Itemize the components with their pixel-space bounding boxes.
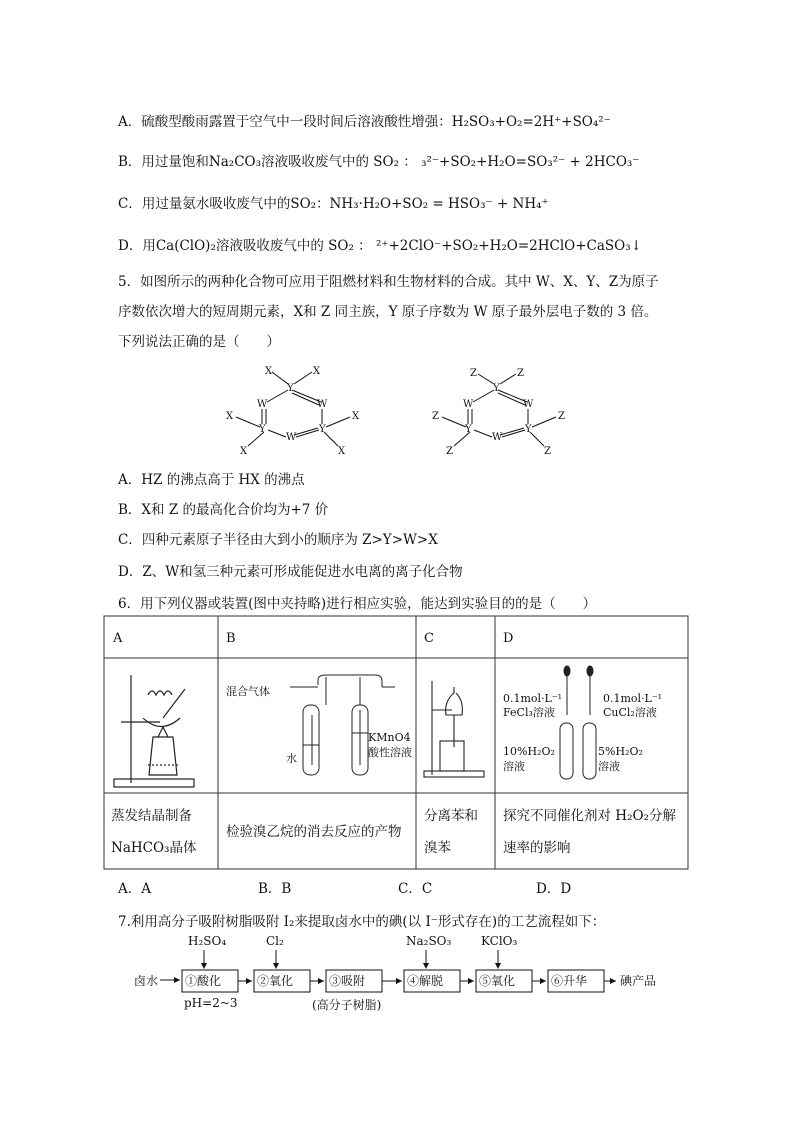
flow-step-5: ⑤氧化 [479, 974, 516, 988]
reagent-cl2: Cl₂ [266, 934, 284, 948]
label-mixed-gas: 混合气体 [226, 685, 270, 698]
q6-stem: 6．用下列仪器或装置(图中夹持略)进行相应实验，能达到实验目的的是（ ） [118, 596, 597, 612]
flow-note-ph: pH=2~3 [184, 996, 238, 1010]
atom-label: X [338, 446, 346, 457]
flow-start: 卤水 [134, 974, 159, 988]
q5-stem-line2: 序数依次增大的短周期元素，X和 Z 同主族，Y 原子序数为 W 原子最外层电子数的 3 倍。 [118, 304, 658, 320]
atom-label: W [317, 399, 328, 410]
apparatus-b [290, 675, 395, 775]
desc-c-line2: 溴苯 [424, 840, 451, 856]
desc-a-line1: 蒸发结晶制备 [111, 808, 192, 824]
atom-label: Y [287, 383, 294, 394]
atom-label: Z [470, 368, 477, 379]
flow-step-6: ⑥升华 [551, 974, 588, 988]
reagent-h2so4: H₂SO₄ [188, 934, 227, 948]
atom-label: Z [517, 368, 524, 379]
q5-stem-line1: 5．如图所示的两种化合物可应用于阻燃材料和生物材料的合成。其中 W、X、Y、Z为原子 [118, 274, 659, 290]
table-header-c: C [424, 631, 434, 646]
apparatus-a [114, 675, 194, 787]
atom-label: X [313, 366, 321, 377]
atom-label: X [240, 446, 248, 457]
q7-stem: 7.利用高分子吸附树脂吸附 I₂来提取卤水中的碘(以 I⁻形式存在)的工艺流程如下： [118, 914, 606, 930]
table-header-d: D [503, 631, 514, 646]
label-solution-1: 溶液 [503, 760, 525, 773]
atom-label: Z [544, 446, 551, 457]
reagent-kclo3: KClO₃ [481, 934, 518, 948]
label-fecl3: FeCl₃溶液 [503, 706, 555, 719]
atom-label: Z [558, 411, 565, 422]
q5-option-b: B．X和 Z 的最高化合价均为+7 价 [118, 502, 329, 518]
q6-answer-c: C．C [398, 881, 433, 897]
flow-step-3: ③吸附 [329, 974, 366, 988]
apparatus-c [424, 681, 484, 777]
flow-note-resin: (高分子树脂) [312, 998, 382, 1012]
q7-flowchart [0, 928, 794, 1018]
atom-label: W [463, 399, 474, 410]
label-solution-2: 溶液 [598, 760, 620, 773]
atom-label: X [265, 366, 273, 377]
desc-b: 检验溴乙烷的消去反应的产物 [226, 824, 402, 840]
label-water: 水 [286, 752, 297, 765]
q6-answer-d: D．D [536, 881, 572, 897]
q5-stem-line3: 下列说法正确的是（ ） [118, 334, 280, 350]
reagent-na2so3: Na₂SO₃ [406, 934, 452, 948]
flow-end: 碘产品 [620, 974, 657, 988]
atom-label: W [257, 399, 268, 410]
desc-a-line2: NaHCO₃晶体 [111, 840, 197, 856]
atom-label: W [492, 432, 503, 443]
atom-label: Y [525, 424, 532, 435]
desc-d-line1: 探究不同催化剂对 H₂O₂分解 [503, 808, 676, 824]
atom-label: W [286, 432, 297, 443]
q4-option-c: C．用过量氨水吸收废气中的SO₂：NH₃·H₂O+SO₂ = HSO₃⁻ + NH₄⁺ [118, 196, 549, 212]
table-header-a: A [113, 631, 123, 646]
atom-label: Y [259, 424, 266, 435]
q6-answer-a: A．A [118, 881, 151, 897]
q5-option-d: D．Z、W和氢三种元素可形成能促进水电离的离子化合物 [118, 564, 463, 580]
table-header-b: B [226, 631, 236, 646]
q6-answer-b: B．B [258, 881, 292, 897]
atom-label: Z [446, 446, 453, 457]
q5-option-c: C．四种元素原子半径由大到小的顺序为 Z>Y>W>X [118, 532, 438, 548]
label-h2o2-5: 5%H₂O₂ [598, 745, 643, 758]
q4-option-a: A．硫酸型酸雨露置于空气中一段时间后溶液酸性增强：H₂SO₃+O₂=2H⁺+SO₄²⁻ [118, 114, 611, 130]
flow-step-1: ①酸化 [185, 974, 222, 988]
label-cucl2: CuCl₂溶液 [603, 706, 657, 719]
atom-label: X [352, 411, 360, 422]
q4-option-d: D．用Ca(ClO)₂溶液吸收废气中的 SO₂ ： ²⁺+2ClO⁻+SO₂+H₂O=2HClO+CaSO₃↓ [118, 238, 642, 254]
label-h2o2-10: 10%H₂O₂ [503, 745, 555, 758]
flow-step-4: ④解脱 [407, 974, 444, 988]
q5-option-a: A．HZ 的沸点高于 HX 的沸点 [118, 472, 305, 488]
desc-d-line2: 速率的影响 [503, 840, 571, 856]
apparatus-d [560, 666, 596, 779]
desc-c-line1: 分离苯和 [424, 808, 478, 824]
atom-label: Z [432, 411, 439, 422]
label-conc-2: 0.1mol·L⁻¹ [603, 692, 663, 705]
q4-option-b: B．用过量饱和Na₂CO₃溶液吸收废气中的 SO₂ ： ₃²⁻+SO₂+H₂O=SO₃²⁻ + 2HCO₃⁻ [118, 154, 640, 170]
atom-label: Y [493, 383, 500, 394]
flow-step-2: ②氧化 [257, 974, 294, 988]
atom-label: X [226, 411, 234, 422]
label-conc-1: 0.1mol·L⁻¹ [503, 692, 563, 705]
q5-structure-diagram [0, 362, 794, 457]
atom-label: Y [465, 424, 472, 435]
label-acid-solution: 酸性溶液 [368, 746, 412, 759]
atom-label: W [523, 399, 534, 410]
label-kmno4: KMnO4 [368, 731, 411, 744]
atom-label: Y [319, 424, 326, 435]
